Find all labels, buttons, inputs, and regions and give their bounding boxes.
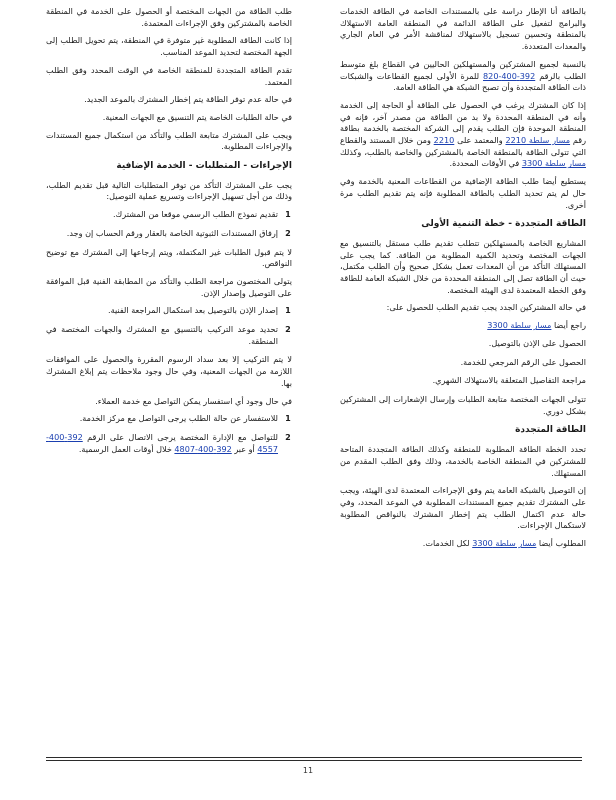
item-number: 1: [285, 209, 291, 220]
paragraph: تحدد الخطة الطاقة المطلوبة للمنطقة وكذلك الطاقة المتجددة المتاحة للمشتركين في المنطقة الخاصة بالخدمة، وذلك وفق الطلب المقدم من المستهلك.: [340, 444, 586, 478]
paragraph-text: في الأوقات المحددة.: [449, 158, 520, 169]
paragraph: في حالة المشتركين الجدد يجب تقديم الطلب للحصول على:: [386, 302, 586, 313]
reference-link[interactable]: مسار سلطة 3300: [521, 158, 586, 169]
footer-rule: [46, 757, 582, 758]
numbered-item: [46, 209, 292, 221]
paragraph: إذا كانت الطاقة المطلوبة غير متوفرة في المنطقة، يتم تحويل الطلب إلى الجهة المختصة لتحديد الموعد المناسب.: [46, 35, 292, 58]
section-heading: الإجراءات - المتطلبات - الخدمة الإضافية: [116, 161, 292, 172]
item-text: إرفاق المستندات الثبوتية الخاصة بالعقار ورقم الحساب إن وجد.: [66, 227, 278, 238]
left-column: [46, 6, 292, 462]
item-text-part: للتواصل مع الإدارة المختصة يرجى الاتصال على الرقم: [82, 431, 278, 442]
item-text: للاستفسار عن حالة الطلب يرجى التواصل مع مركز الخدمة.: [79, 413, 278, 424]
paragraph: طلب الطاقة من الجهات المختصة أو الحصول على الخدمة في المنطقة الخاصة بالمشتركين وفق الإجراءات المعتمدة.: [46, 6, 292, 28]
reference-link[interactable]: مسار سلطة 3300: [487, 320, 552, 331]
paragraph: بالطاقة أنا الإطار دراسة على بالمستندات الخاصة في الطاقة الخدمات والبرامج لتفعيل على الطاقة الدائمة في المنطقة العامة الاستهلاك بالمنطقة وتحسين تسجيل بالاستهلاك لمناقشة الأمر في العام الجاري والمعدات المتعددة.: [340, 6, 586, 52]
paragraph: يجب على المشترك التأكد من توفر المتطلبات التالية قبل تقديم الطلب، وذلك من أجل تسهيل الإجراءات وتسريع عملية التوصيل:: [46, 179, 292, 202]
numbered-item: [46, 413, 292, 425]
item-number: 2: [285, 227, 291, 238]
reference-link[interactable]: مسار سلطة 3300: [472, 538, 537, 549]
paragraph: في حالة الطلبات الخاصة يتم التنسيق مع الجهات المعنية.: [102, 111, 292, 122]
paragraph: لا يتم التركيب إلا بعد سداد الرسوم المقررة والحصول على الموافقات اللازمة من الجهات المعنية، وفي حال وجود ملاحظات يتم إبلاغ المشترك بها.: [46, 354, 292, 388]
right-column: [340, 6, 586, 556]
list-item: الحصول على الإذن بالتوصيل.: [488, 337, 586, 348]
section-heading: الطاقة المتجددة: [515, 425, 586, 436]
paragraph-text: إذا كان المشترك يرغب في الحصول على الطاقة أو الحاجة إلى الخدمة وأنه في المنطقة المحددة ولا بد من الطاقة من مصدر آخر، فإنه في المنطقة الموحدة فإن الطلب يقدم إلى الشركة المختصة بالخدمة بطاقة رقم: [340, 99, 587, 146]
item-text-part: خلال أوقات العمل الرسمية.: [78, 443, 172, 454]
paragraph: [340, 538, 586, 550]
item-number: 1: [285, 305, 291, 316]
list-item: الحصول على الرقم المرجعي للخدمة.: [460, 356, 586, 367]
phone-link[interactable]: 392-400-4807: [174, 443, 232, 454]
paragraph: [340, 59, 586, 94]
numbered-item: [46, 324, 292, 347]
section-heading: الطاقة المتجددة - خطة التنمية الأولى: [421, 219, 586, 230]
paragraph: [340, 100, 586, 170]
paragraph: في حالة عدم توفر الطاقة يتم إخطار المشترك بالموعد الجديد.: [84, 94, 292, 105]
item-text: [46, 432, 278, 455]
paragraph: إن التوصيل بالشبكة العامة يتم وفق الإجراءات المعتمدة لدى الهيئة، ويجب على المشترك تقديم جميع المستندات المطلوبة في الموعد المحدد، وفي حالة عدم اكتمال الطلب يتم إخطار المشترك بالنواقص المطلوبة لاستكمال الإجراءات.: [340, 485, 586, 531]
reference-line: [340, 320, 586, 332]
numbered-item: [46, 228, 292, 240]
reference-prefix: راجع أيضا: [551, 320, 586, 331]
paragraph-text: ومن خلال المستند والقطاع التي تتولى الطاقة بالمنطقة الخاصة بالمشتركين والخاصة بالطلب، وكذلك: [340, 135, 586, 157]
paragraph: المشاريع الخاصة بالمستهلكين تتطلب تقديم طلب مستقل بالتنسيق مع الجهات المختصة وتحديد الكمية المطلوبة من الطاقة. كما يجب على المستهلك التأكد من أن المعدات تعمل بشكل صحيح وأن الطلب مكتمل، حيث أن الطاقة تصل إلى المنطقة المحددة من خلال الشبكة العامة للطاقة وفق الخطة المعتمدة لدى الهيئة المختصة.: [339, 237, 586, 295]
paragraph: يستطيع أيضا طلب الطاقة الإضافية من القطاعات المعنية بالخدمة وفي حال لم يتم تحديد الطلب بالطاقة المطلوبة فإنه يتم تقديم الطلب مرة أخرى.: [340, 176, 586, 210]
paragraph-text: للمرة الأولى لجميع القطاعات والشبكات ذات الطاقة المتجددة وأن تصبح الشبكة هي الطاقة العامة.: [340, 70, 586, 93]
item-text: إصدار الإذن بالتوصيل بعد استكمال المراجعة الفنية.: [108, 305, 278, 316]
reference-link[interactable]: مسار سلطة 2210: [505, 135, 571, 146]
paragraph-text: لكل الخدمات.: [422, 538, 470, 549]
phone-link[interactable]: 392-400-4557: [46, 431, 278, 454]
paragraph-text: المطلوب أيضا: [536, 538, 586, 549]
numbered-item: [46, 432, 292, 455]
reference-link[interactable]: 392-400-820: [483, 70, 536, 81]
item-text: تقديم نموذج الطلب الرسمي موقعا من المشترك.: [112, 209, 278, 220]
paragraph: ويجب على المشترك متابعة الطلب والتأكد من استكمال جميع المستندات والإجراءات المطلوبة.: [46, 129, 292, 152]
numbered-item: [46, 305, 292, 317]
paragraph: لا يتم قبول الطلبات غير المكتملة، ويتم إرجاعها إلى المشترك مع توضيح النواقص.: [46, 246, 292, 269]
footer-rule: [46, 760, 582, 761]
paragraph: يتولى المختصون مراجعة الطلب والتأكد من المطابقة الفنية قبل الموافقة على التوصيل وإصدار الإذن.: [46, 275, 292, 298]
item-text-part: أو عبر: [231, 443, 255, 454]
paragraph: في حال وجود أي استفسار يمكن التواصل مع خدمة العملاء.: [95, 395, 292, 406]
paragraph-text: بالنسبة لجميع المشتركين والمستهلكين الحاليين في القطاع بلغ متوسط الطلب بالرقم: [340, 58, 587, 81]
paragraph-text: والمعتمد على: [457, 135, 503, 146]
paragraph: تتولى الجهات المختصة متابعة الطلبات وإرسال الإشعارات إلى المشتركين بشكل دوري.: [340, 393, 586, 416]
item-number: 2: [285, 324, 291, 335]
paragraph: تقدم الطاقة المتجددة للمنطقة الخاصة في الوقت المحدد وفق الطلب المعتمد.: [46, 64, 292, 87]
page-number: 11: [302, 766, 314, 775]
reference-link[interactable]: 2210: [433, 135, 455, 146]
list-item: مراجعة التفاصيل المتعلقة بالاستهلاك الشهري.: [432, 375, 586, 386]
item-number: 1: [285, 413, 291, 424]
item-text: تحديد موعد التركيب بالتنسيق مع المشترك والجهات المختصة في المنطقة.: [46, 324, 278, 346]
item-number: 2: [285, 431, 291, 442]
